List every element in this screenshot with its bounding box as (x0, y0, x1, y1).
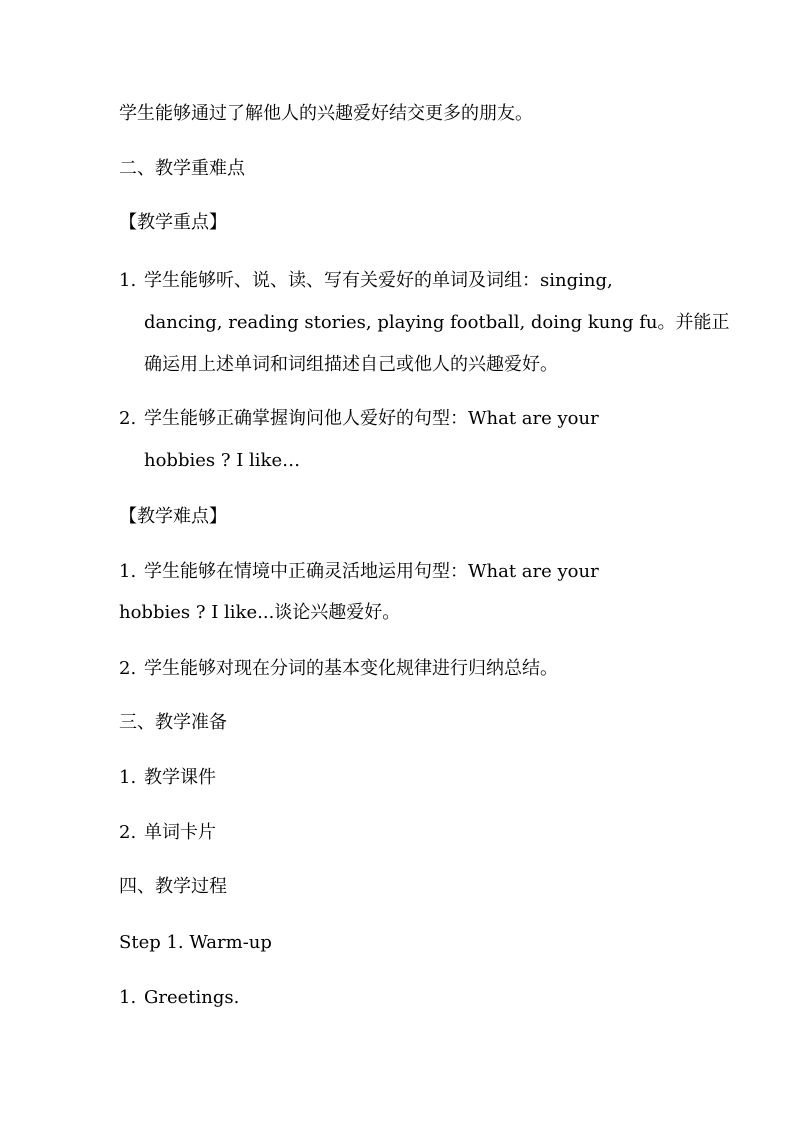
paragraph-goal (119, 104, 533, 124)
list-item-text: Greetings. (144, 987, 240, 1008)
list-item-text: hobbies ? I like… (144, 450, 301, 471)
subheading-text: 【教学重点】 (119, 212, 227, 233)
step-heading-text: Step 1. Warm-up (119, 932, 272, 953)
list-number: 1. (119, 561, 137, 582)
subheading-text: 【教学难点】 (119, 506, 227, 527)
list-item-key-point-1-continuation-2 (144, 355, 558, 375)
list-item-text: 学生能够听、说、读、写有关爱好的单词及词组：singing, (144, 270, 613, 291)
section-heading-teaching-preparation (119, 713, 227, 733)
list-item-difficulty-1 (119, 562, 599, 582)
list-number: 1. (119, 767, 137, 788)
list-item-text: 学生能够对现在分词的基本变化规律进行归纳总结。 (144, 658, 558, 679)
list-item-key-point-2-continuation (144, 451, 300, 471)
list-item-text: 教学课件 (144, 767, 216, 788)
subheading-teaching-difficulties (119, 507, 227, 527)
list-number: 1. (119, 270, 137, 291)
paragraph-text: 学生能够通过了解他人的兴趣爱好结交更多的朋友。 (119, 103, 533, 124)
section-heading-text: 二、教学重难点 (119, 158, 245, 179)
list-number: 2. (119, 658, 137, 679)
list-item-prep-1 (119, 768, 216, 788)
list-item-difficulty-2 (119, 659, 558, 679)
list-number: 1. (119, 987, 137, 1008)
section-heading-text: 三、教学准备 (119, 712, 227, 733)
section-heading-text: 四、教学过程 (119, 876, 227, 897)
list-item-text: dancing, reading stories, playing football, doing kung fu。并能正 (144, 312, 730, 333)
list-item-key-point-1-continuation (144, 313, 729, 333)
list-item-text: 单词卡片 (144, 822, 216, 843)
list-item-text: 确运用上述单词和词组描述自己或他人的兴趣爱好。 (144, 354, 558, 375)
list-item-process-1 (119, 988, 239, 1008)
list-item-key-point-1 (119, 271, 613, 291)
list-item-prep-2 (119, 823, 216, 843)
section-heading-key-difficult-points (119, 159, 245, 179)
list-item-difficulty-1-continuation (119, 603, 400, 623)
list-item-key-point-2 (119, 409, 599, 429)
section-heading-teaching-process (119, 877, 227, 897)
step-heading-warm-up (119, 933, 272, 953)
list-item-text: 学生能够在情境中正确灵活地运用句型：What are your (144, 561, 599, 582)
list-item-text: hobbies ? I like...谈论兴趣爱好。 (119, 602, 401, 623)
list-number: 2. (119, 408, 137, 429)
list-number: 2. (119, 822, 137, 843)
list-item-text: 学生能够正确掌握询问他人爱好的句型：What are your (144, 408, 599, 429)
subheading-teaching-key-points (119, 213, 227, 233)
